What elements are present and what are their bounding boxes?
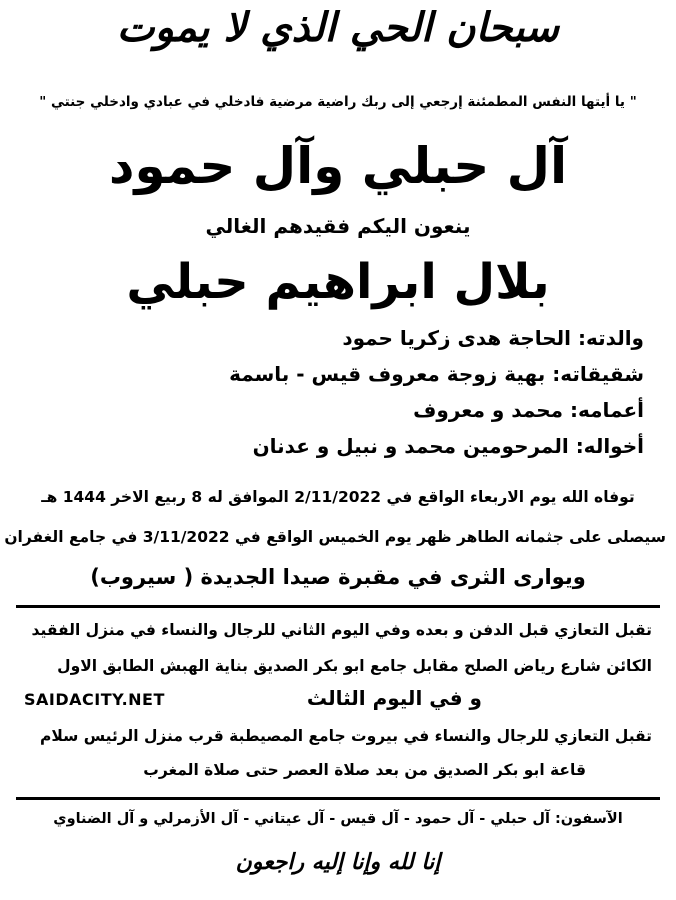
relative-value: محمد و معروف [413, 398, 564, 422]
relative-label: أخواله: [575, 434, 644, 458]
relatives-list [40, 320, 644, 464]
condolence-line-2: الكائن شارع رياض الصلح مقابل جامع ابو بكر الصديق بناية الهبش الطابق الاول [57, 657, 652, 675]
condolence-line-5: قاعة ابو بكر الصديق من بعد صلاة العصر حتى صلاة المغرب [143, 761, 586, 779]
death-date-line: توفاه الله يوم الاربعاء الواقع في 2/11/2022 الموافق له 8 ربيع الاخر 1444 هـ [41, 488, 635, 506]
relative-label: والدته: [578, 326, 644, 350]
funeral-prayer-line: سيصلى على جثمانه الطاهر ظهر يوم الخميس الواقع في 3/11/2022 في جامع الغفران [4, 528, 666, 546]
relative-row-mother [40, 320, 644, 356]
condolence-line-1: تقبل التعازي قبل الدفن و بعده وفي اليوم الثاني للرجال والنساء في منزل الفقيد [31, 621, 652, 639]
footer-calligraphy: إنا لله وإنا إليه راجعون [235, 849, 441, 875]
quran-verse: " يا أيتها النفس المطمئنة إرجعي إلى ربك راضية مرضية فادخلي في عبادي وادخلي جنتي " [39, 94, 637, 110]
condolence-third-day: و في اليوم الثالث [306, 686, 482, 710]
relative-value: الحاجة هدى زكريا حمود [342, 326, 572, 350]
families-title: آل حبلي وآل حمود [108, 137, 568, 195]
burial-line: ويوارى الثرى في مقبرة صيدا الجديدة ( سيروب) [90, 565, 586, 589]
relative-value: بهية زوجة معروف قيس - باسمة [229, 362, 546, 386]
divider-top [16, 605, 660, 608]
relative-row-uncles-paternal [40, 392, 644, 428]
mourners-line: الآسفون: آل حبلي - آل حمود - آل قيس - آل عيتاني - آل الأزمرلي و آل الضناوي [53, 811, 623, 827]
relative-label: أعمامه: [570, 398, 644, 422]
website-watermark: SAIDACITY.NET [24, 690, 165, 709]
mourning-line: ينعون اليكم فقيدهم الغالي [205, 214, 471, 238]
relative-row-sisters [40, 356, 644, 392]
divider-bottom [16, 797, 660, 800]
header-calligraphy: سبحان الحي الذي لا يموت [116, 4, 560, 51]
relative-label: شقيقاته: [552, 362, 644, 386]
condolence-line-4: تقبل التعازي للرجال والنساء في بيروت جامع المصيطبة قرب منزل الرئيس سلام [39, 727, 652, 745]
relative-row-uncles-maternal [40, 428, 644, 464]
deceased-name: بلال ابراهيم حبلي [126, 254, 550, 310]
relative-value: المرحومين محمد و نبيل و عدنان [252, 434, 569, 458]
